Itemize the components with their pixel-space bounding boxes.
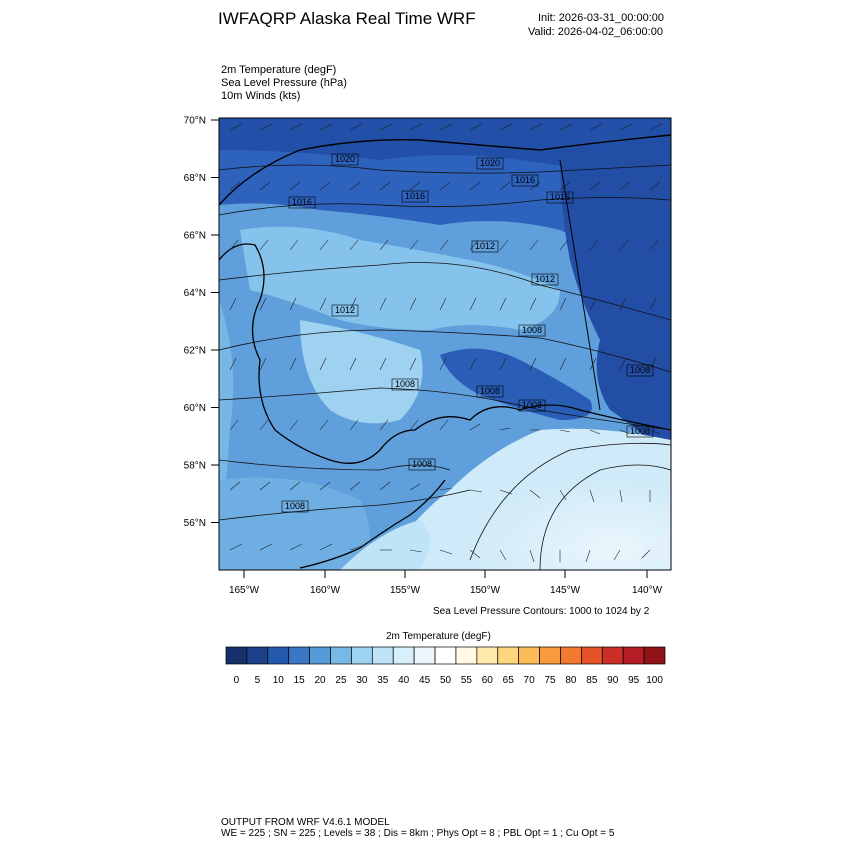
svg-text:1020: 1020	[479, 158, 501, 168]
colorbar-title: 2m Temperature (degF)	[386, 631, 491, 642]
pressure-label	[627, 365, 653, 376]
colorbar-tick-label: 85	[586, 675, 598, 686]
colorbar-tick-label: 5	[254, 675, 261, 686]
pressure-label	[547, 192, 573, 203]
svg-text:1020: 1020	[334, 154, 356, 164]
colorbar-tick-label: 15	[293, 675, 305, 686]
pressure-label	[477, 158, 503, 169]
colorbar-tick-label: 50	[439, 675, 452, 686]
valid-time: Valid: 2026-04-02_06:00:00	[528, 26, 663, 38]
model-details: WE = 225 ; SN = 225 ; Levels = 38 ; Dis = 8km ; Phys Opt = 8 ; PBL Opt = 1 ; Cu Opt = 5	[221, 828, 615, 839]
colorbar-tick-label: 80	[565, 675, 577, 686]
colorbar-tick-label: 70	[523, 675, 535, 686]
colorbar-tick-label: 35	[377, 675, 389, 686]
lon-label: 160°W	[309, 585, 341, 596]
lon-label: 140°W	[631, 585, 663, 596]
pressure-label	[477, 386, 503, 397]
lon-label: 150°W	[469, 585, 501, 596]
latitude-axis	[184, 116, 219, 530]
init-time: Init: 2026-03-31_00:00:00	[538, 12, 664, 24]
svg-text:1008: 1008	[411, 459, 433, 469]
colorbar-tick-label: 20	[314, 675, 326, 686]
lon-label: 165°W	[228, 585, 260, 596]
svg-text:1016: 1016	[549, 192, 571, 202]
svg-text:1012: 1012	[474, 241, 496, 251]
lat-label: 68°N	[183, 173, 206, 184]
lat-label: 66°N	[183, 230, 206, 242]
pressure-label	[532, 274, 558, 285]
colorbar-tick-label: 10	[272, 675, 284, 686]
svg-text:1008: 1008	[479, 386, 501, 396]
svg-text:1008: 1008	[629, 426, 651, 436]
svg-text:1016: 1016	[514, 175, 536, 185]
svg-text:1016: 1016	[291, 197, 313, 207]
lat-label: 56°N	[183, 518, 206, 529]
svg-text:1012: 1012	[534, 274, 556, 284]
pressure-label	[332, 305, 358, 316]
pressure-label	[332, 154, 358, 165]
pressure-label	[472, 241, 498, 252]
colorbar-tick-label: 100	[646, 675, 663, 686]
colorbar-tick-label: 45	[419, 675, 431, 686]
lat-label: 64°N	[183, 288, 206, 299]
lat-label: 58°N	[183, 460, 206, 472]
svg-text:1016: 1016	[404, 191, 426, 201]
colorbar-tick-label: 25	[335, 675, 347, 686]
variable-pressure: Sea Level Pressure (hPa)	[221, 77, 347, 89]
pressure-label	[392, 379, 418, 390]
lat-label: 62°N	[183, 345, 206, 357]
pressure-label	[282, 501, 308, 512]
longitude-axis	[229, 570, 663, 596]
colorbar-tick-label: 95	[628, 675, 640, 686]
plot-title: IWFAQRP Alaska Real Time WRF	[218, 9, 476, 28]
colorbar-tick-label: 0	[233, 675, 240, 686]
pressure-label	[519, 325, 545, 336]
pressure-label	[409, 459, 435, 470]
svg-text:1008: 1008	[521, 400, 543, 410]
colorbar-tick-label: 30	[356, 675, 368, 686]
svg-text:1008: 1008	[284, 501, 306, 511]
colorbar-tick-label: 65	[502, 675, 514, 686]
svg-text:1008: 1008	[629, 365, 651, 375]
pressure-label	[289, 197, 315, 208]
variable-winds: 10m Winds (kts)	[221, 90, 301, 102]
colorbar-tick-label: 40	[398, 675, 410, 686]
model-footer: OUTPUT FROM WRF V4.6.1 MODEL	[221, 817, 390, 828]
variable-temperature: 2m Temperature (degF)	[221, 64, 337, 76]
pressure-label	[627, 426, 653, 437]
colorbar-tick-label: 75	[544, 675, 556, 686]
lon-label: 145°W	[549, 585, 581, 596]
svg-text:1008: 1008	[394, 379, 416, 389]
lat-label: 70°N	[183, 115, 206, 127]
contour-note: Sea Level Pressure Contours: 1000 to 1024 by 2	[433, 606, 650, 617]
pressure-label	[519, 400, 545, 411]
colorbar-tick-label: 55	[460, 675, 472, 686]
svg-text:1008: 1008	[521, 325, 543, 335]
lon-label: 155°W	[389, 585, 421, 596]
pressure-label	[512, 175, 538, 186]
pressure-label	[402, 191, 428, 202]
svg-text:1012: 1012	[334, 305, 356, 315]
colorbar-tick-label: 60	[481, 675, 493, 686]
lat-label: 60°N	[183, 403, 206, 414]
colorbar-tick-label: 90	[607, 675, 619, 686]
